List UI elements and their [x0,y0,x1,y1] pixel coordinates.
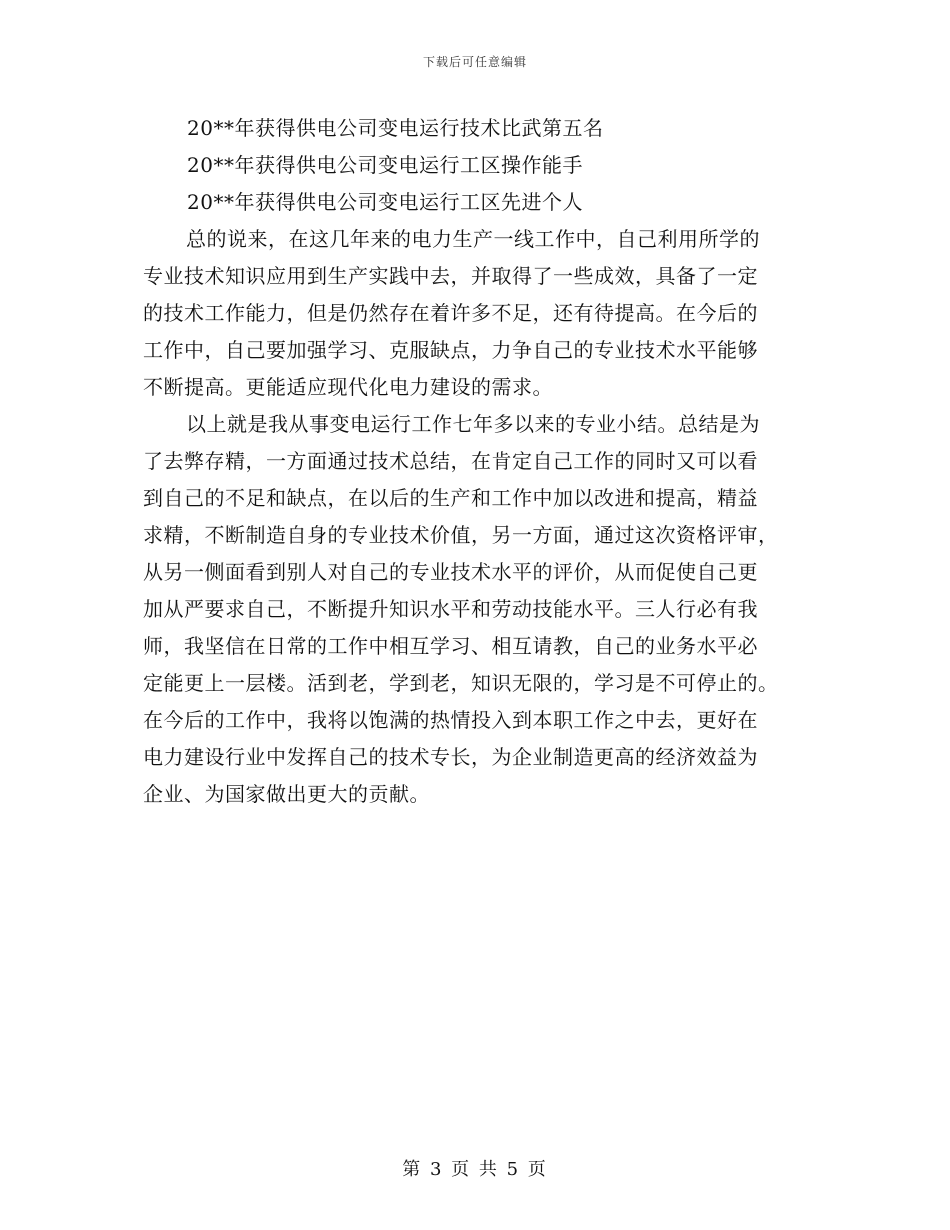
paragraph-line: 从另一侧面看到别人对自己的专业技术水平的评价，从而促使自己更 [143,560,758,584]
paragraph-line: 到自己的不足和缺点，在以后的生产和工作中加以改进和提高，精益 [143,486,758,510]
award-line-2: 20**年获得供电公司变电运行工区操作能手 [187,153,583,177]
paragraph-line: 企业、为国家做出更大的贡献。 [143,782,430,806]
conclusion-paragraph [143,406,823,813]
paragraph-line: 电力建设行业中发挥自己的技术专长，为企业制造更高的经济效益为 [143,745,758,769]
paragraph-line: 求精，不断制造自身的专业技术价值，另一方面，通过这次资格评审， [143,523,779,547]
paragraph-line: 总的说来，在这几年来的电力生产一线工作中，自己利用所学的 [186,227,760,251]
paragraph-line: 以上就是我从事变电运行工作七年多以来的专业小结。总结是为 [186,412,760,436]
page-header: 下载后可任意编辑 [422,55,527,69]
paragraph-line: 加从严要求自己，不断提升知识水平和劳动技能水平。三人行必有我 [143,597,758,621]
paragraph-line: 定能更上一层楼。活到老，学到老，知识无限的，学习是不可停止的。 [143,671,779,695]
paragraph-line: 专业技术知识应用到生产实践中去，并取得了一些成效，具备了一定 [143,264,758,288]
paragraph-line: 的技术工作能力，但是仍然存在着许多不足，还有待提高。在今后的 [143,301,758,325]
paragraph-line: 在今后的工作中，我将以饱满的热情投入到本职工作之中去，更好在 [143,708,758,732]
award-line-3: 20**年获得供电公司变电运行工区先进个人 [187,190,583,214]
award-line-1: 20**年获得供电公司变电运行技术比武第五名 [187,116,604,140]
document-body [143,110,823,813]
paragraph-line: 师，我坚信在日常的工作中相互学习、相互请教，自己的业务水平必 [143,634,758,658]
page-number: 第 3 页 共 5 页 [402,1159,548,1180]
summary-paragraph [143,221,823,406]
paragraph-line: 了去弊存精，一方面通过技术总结，在肯定自己工作的同时又可以看 [143,449,758,473]
paragraph-line: 工作中，自己要加强学习、克服缺点，力争自己的专业技术水平能够 [143,338,758,362]
paragraph-line: 不断提高。更能适应现代化电力建设的需求。 [143,375,553,399]
